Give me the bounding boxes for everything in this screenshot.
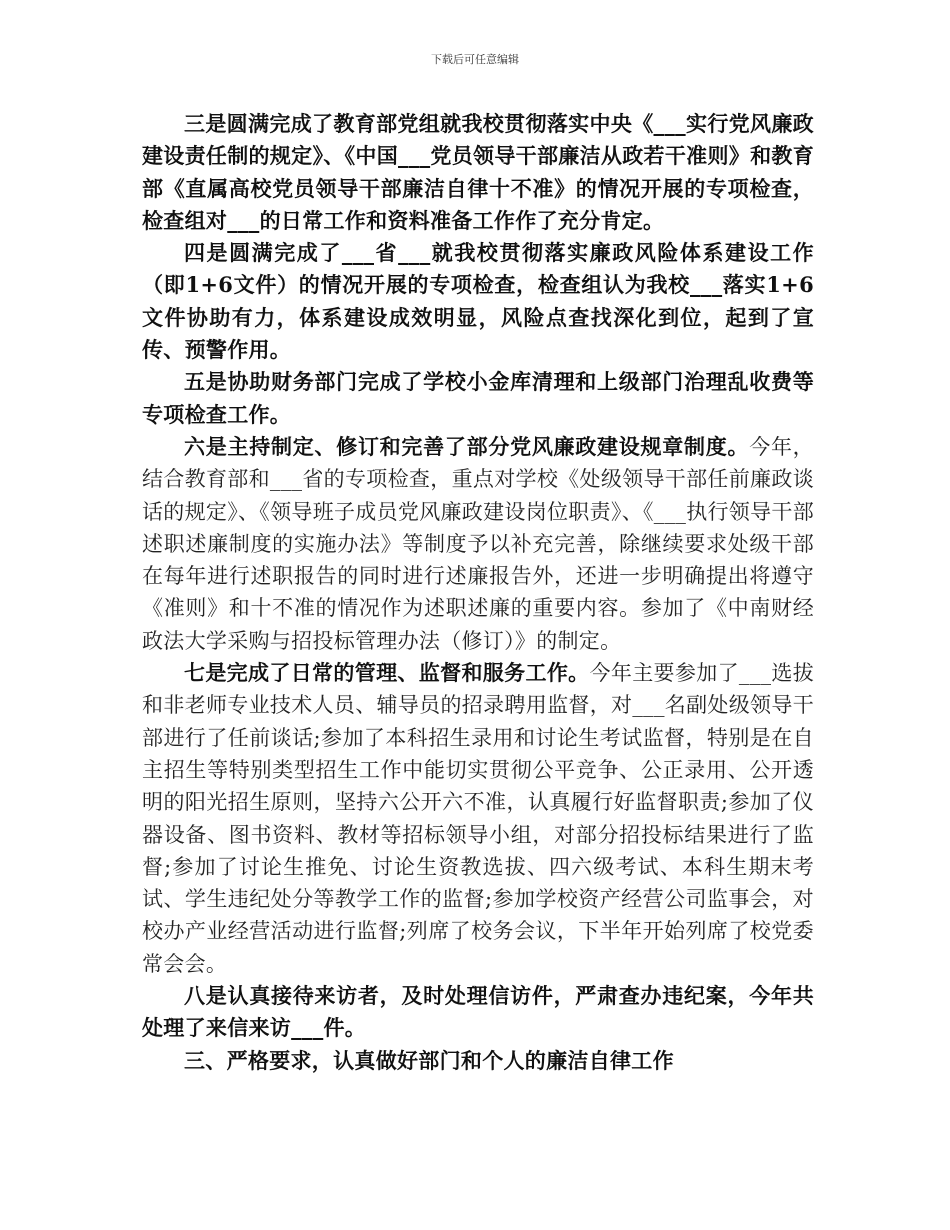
paragraph-item-6-body: 今年，结合教育部和___省的专项检查，重点对学校《处级领导干部任前廉政谈话的规定》、《领导班子成员党风廉政建设岗位职责》、《___执行领导干部述职述廉制度的实施办法》等制度予以补充完善，除继续要求处级干部在每年进行述职报告的同时进行述廉报告外，还进一步明确提出将遵守《准则》和十不准的情况作为述职述廉的重要内容。参加了《中南财经政法大学采购与招投标管理办法（修订）》的制定。 bbox=[142, 434, 814, 653]
section-heading: 三、严格要求，认真做好部门和个人的廉洁自律工作 bbox=[184, 1047, 674, 1073]
page-header-note: 下载后可任意编辑 bbox=[431, 53, 519, 66]
paragraph-item-6-lead: 六是主持制定、修订和完善了部分党风廉政建设规章制度。 bbox=[184, 433, 750, 459]
paragraph-item-3: 三是圆满完成了教育部党组就我校贯彻落实中央《___实行党风廉政建设责任制的规定》、《中国___党员领导干部廉洁从政若干准则》和教育部《直属高校党员领导干部廉洁自律十不准》的情况开展的专项检查，检查组对___的日常工作和资料准备工作作了充分肯定。 bbox=[142, 111, 814, 233]
paragraph-item-7 bbox=[142, 657, 814, 980]
paragraph-item-7-body: 今年主要参加了___选拔和非老师专业技术人员、辅导员的招录聘用监督，对___名副处级领导干部进行了任前谈话;参加了本科招生录用和讨论生考试监督，特别是在自主招生等特别类型招生工作中能切实贯彻公平竞争、公正录用、公开透明的阳光招生原则，坚持六公开六不准，认真履行好监督职责;参加了仪器设备、图书资料、教材等招标领导小组，对部分招投标结果进行了监督;参加了讨论生推免、讨论生资教选拔、四六级考试、本科生期末考试、学生违纪处分等教学工作的监督;参加学校资产经营公司监事会，对校办产业经营活动进行监督;列席了校务会议，下半年开始列席了校党委常会会。 bbox=[142, 661, 814, 976]
paragraph-item-5: 五是协助财务部门完成了学校小金库清理和上级部门治理乱收费等专项检查工作。 bbox=[142, 369, 814, 427]
paragraph-item-8: 八是认真接待来访者，及时处理信访件，严肃查办违纪案，今年共处理了来信来访___件。 bbox=[142, 983, 814, 1041]
document-body bbox=[142, 108, 814, 1077]
paragraph-item-6 bbox=[142, 431, 814, 657]
paragraph-item-4: 四是圆满完成了___省___就我校贯彻落实廉政风险体系建设工作（即1+6文件）的情况开展的专项检查，检查组认为我校___落实1+6文件协助有力，体系建设成效明显，风险点查找深化到位，起到了宣传、预警作用。 bbox=[142, 240, 814, 363]
paragraph-item-7-lead: 七是完成了日常的管理、监督和服务工作。 bbox=[184, 660, 590, 686]
